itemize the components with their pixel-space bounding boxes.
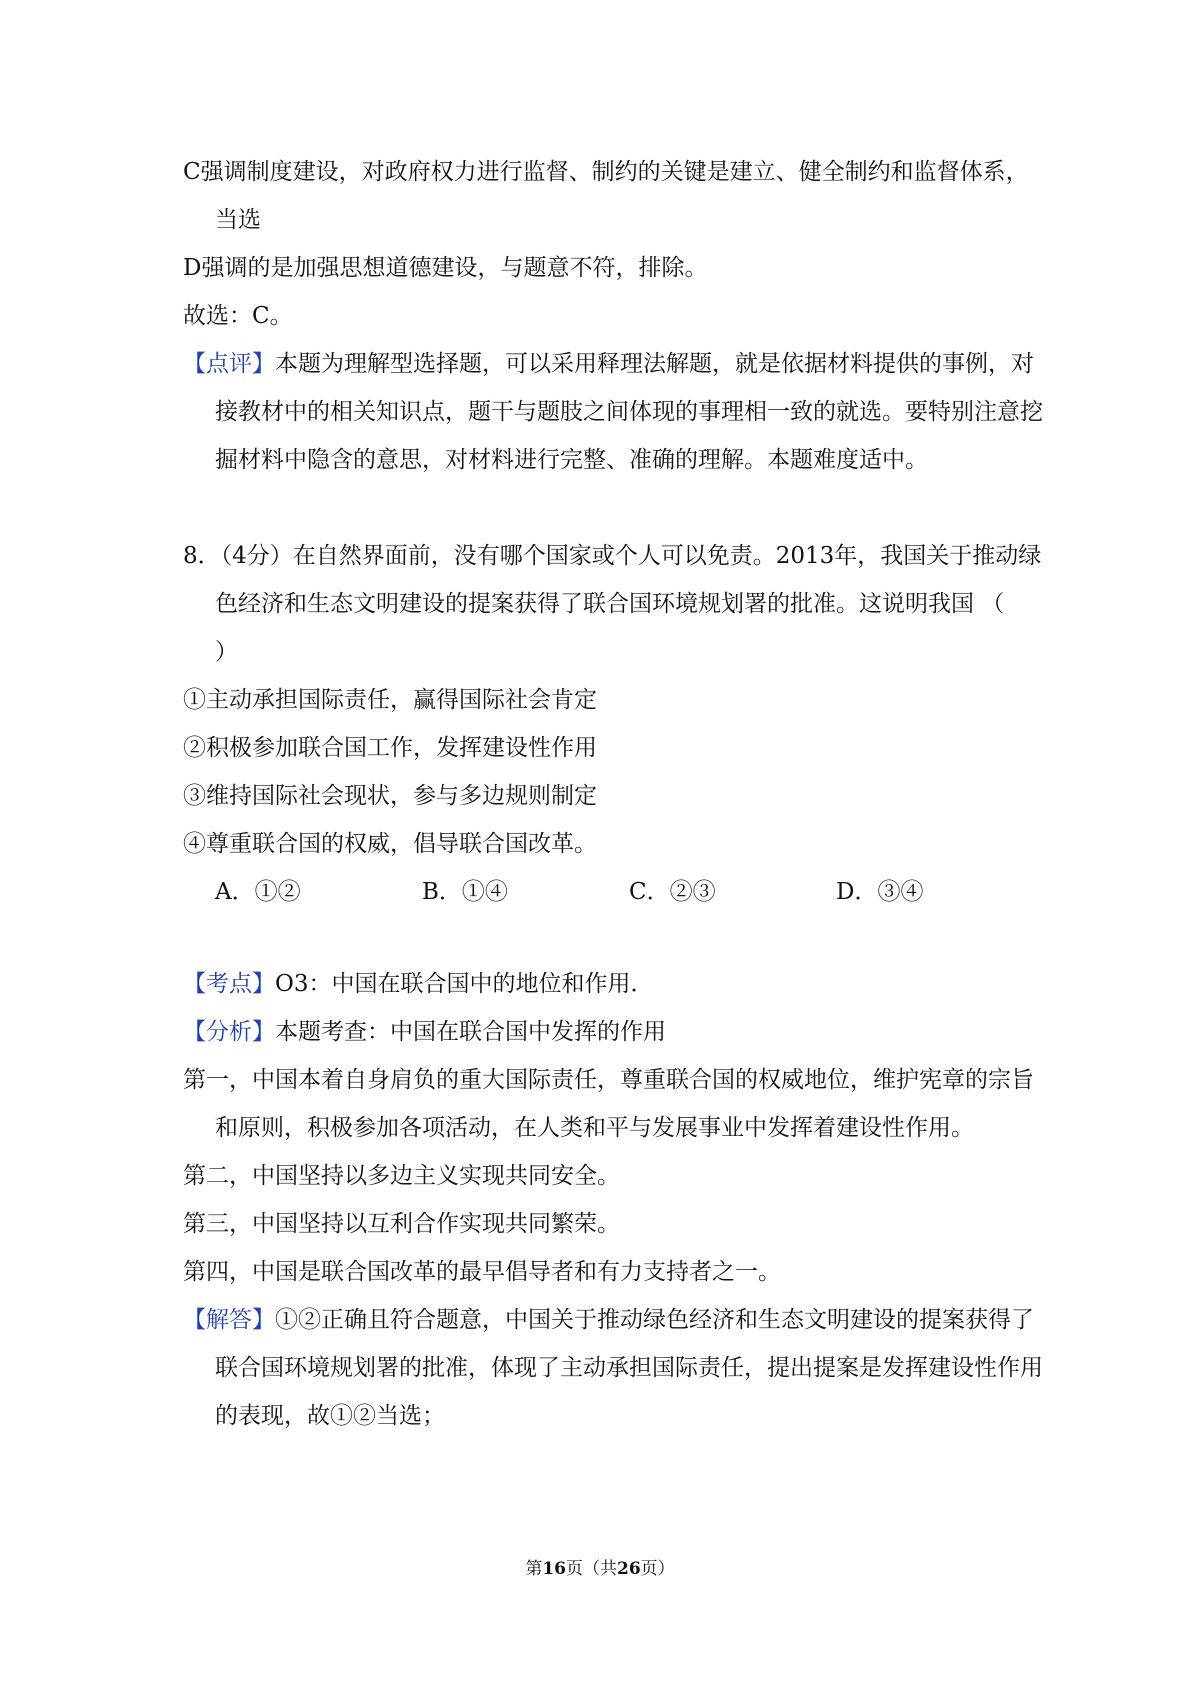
q8-item-3: ③维持国际社会现状，参与多边规则制定 — [183, 783, 597, 809]
q8-option-d: D．③④ — [836, 879, 924, 905]
q8-option-c: C．②③ — [629, 879, 716, 905]
q8-item-4: ④尊重联合国的权威，倡导联合国改革。 — [183, 831, 597, 857]
page-footer — [0, 1554, 1200, 1579]
q8-options — [183, 868, 1043, 916]
fenxi-text: 本题考查：中国在联合国中发挥的作用 — [275, 1019, 666, 1045]
q8-stem: 8．（4分）在自然界面前，没有哪个国家或个人可以免责。2013年，我国关于推动绿色经济和生态文明建设的提案获得了联合国环境规划署的批准。这说明我国 （ ） — [183, 543, 1051, 665]
footer-total-pages: 26 — [617, 1559, 641, 1579]
page-content — [183, 148, 1051, 1440]
q8-option-b: B．①④ — [422, 879, 508, 905]
spacer — [183, 916, 1043, 960]
q8-fenxi — [183, 1008, 1043, 1056]
q8-item-2: ②积极参加联合国工作，发挥建设性作用 — [183, 735, 597, 761]
q8-point-1: 第一，中国本着自身肩负的重大国际责任，尊重联合国的权威地位，维护宪章的宗旨和原则，积极参加各项活动，在人类和平与发展事业中发挥着建设性作用。 — [183, 1067, 1034, 1141]
q8-kaodian — [183, 960, 1043, 1008]
kaodian-tag: 【考点】 — [183, 971, 275, 997]
footer-middle: 页（共 — [566, 1559, 617, 1579]
q8-item-1: ①主动承担国际责任，赢得国际社会肯定 — [183, 687, 597, 713]
fenxi-tag: 【分析】 — [183, 1019, 275, 1045]
q8-option-a: A．①② — [215, 879, 301, 905]
kaodian-text: O3：中国在联合国中的地位和作用． — [275, 971, 654, 997]
q8-point-3: 第三，中国坚持以互利合作实现共同繁荣。 — [183, 1211, 620, 1237]
comment-text: 本题为理解型选择题，可以采用释理法解题，就是依据材料提供的事例，对接教材中的相关知识点，题干与题肢之间体现的事理相一致的就选。要特别注意挖掘材料中隐含的意思，对材料进行完整、准确的理解。本题难度适中。 — [215, 351, 1043, 473]
jieda-text: ①②正确且符合题意，中国关于推动绿色经济和生态文明建设的提案获得了联合国环境规划署的批准，体现了主动承担国际责任，提出提案是发挥建设性作用的表现，故①②当选； — [215, 1307, 1043, 1429]
q8-point-4: 第四，中国是联合国改革的最早倡导者和有力支持者之一。 — [183, 1259, 781, 1285]
footer-prefix: 第 — [525, 1559, 543, 1579]
q7-comment — [183, 340, 1043, 484]
footer-page-number: 16 — [542, 1559, 566, 1579]
jieda-tag: 【解答】 — [183, 1307, 275, 1333]
spacer — [183, 484, 1043, 532]
footer-suffix: 页） — [640, 1559, 675, 1579]
comment-tag: 【点评】 — [183, 351, 275, 377]
q8-point-2: 第二，中国坚持以多边主义实现共同安全。 — [183, 1163, 620, 1189]
q8-jieda — [183, 1296, 1043, 1440]
option-d-explanation: D强调的是加强思想道德建设，与题意不符，排除。 — [183, 255, 708, 281]
option-c-explanation: C强调制度建设，对政府权力进行监督、制约的关键是建立、健全制约和监督体系，当选 — [183, 159, 1029, 233]
q7-answer: 故选：C。 — [183, 303, 293, 329]
